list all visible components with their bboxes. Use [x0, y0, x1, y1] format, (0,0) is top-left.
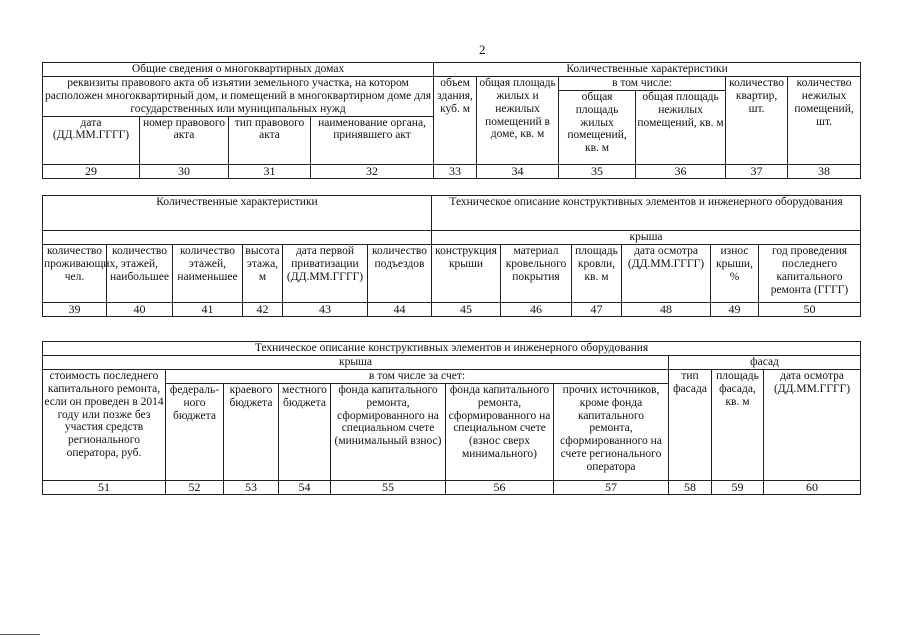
header-floors-min: количество этажей, наименьшее [173, 244, 243, 302]
header-federal: федераль-ного бюджета [166, 383, 224, 480]
column-number: 32 [311, 164, 434, 178]
column-number: 39 [43, 302, 107, 316]
header-roof: крыша [43, 356, 669, 370]
column-number: 53 [224, 480, 279, 494]
column-numbers-row [43, 164, 861, 178]
column-number: 58 [669, 480, 712, 494]
header-act-type: тип правового акта [229, 116, 311, 164]
table-roof-repair-facade [42, 341, 861, 495]
header-total-area: общая площадь жилых и нежилых помещений в доме, кв. м [477, 76, 559, 164]
column-number: 55 [331, 480, 446, 494]
column-number: 47 [572, 302, 622, 316]
header-quantitative: Количественные характеристики [43, 196, 432, 231]
header-date: дата (ДД.ММ.ГГГГ) [43, 116, 140, 164]
table-general-info [42, 62, 861, 179]
column-number: 42 [243, 302, 283, 316]
column-number: 51 [43, 480, 166, 494]
table-quantitative-roof [42, 195, 861, 317]
column-number: 31 [229, 164, 311, 178]
header-facade-area: площадь фасада, кв. м [712, 369, 764, 480]
column-number: 48 [622, 302, 711, 316]
column-number: 43 [283, 302, 368, 316]
header-volume: объем здания, куб. м [434, 76, 477, 164]
header-regional: краевого бюджета [224, 383, 279, 480]
column-number: 56 [446, 480, 554, 494]
header-facade-inspection: дата осмотра (ДД.ММ.ГГГГ) [764, 369, 861, 480]
column-number: 54 [279, 480, 331, 494]
header-technical: Техническое описание конструктивных элементов и инженерного оборудования [432, 196, 861, 231]
column-numbers-row [43, 302, 861, 316]
page-edge-mark [0, 634, 40, 635]
column-number: 41 [173, 302, 243, 316]
header-residents: количество проживающих, чел. [43, 244, 107, 302]
header-nonliving-count: количество нежилых помещений, шт. [788, 76, 861, 164]
header-roof: крыша [432, 231, 861, 245]
column-number: 38 [788, 164, 861, 178]
spacer-cell [43, 231, 432, 245]
header-roof-area: площадь кровли, кв. м [572, 244, 622, 302]
header-roof-wear: износ крыши, % [711, 244, 759, 302]
header-local: местного бюджета [279, 383, 331, 480]
column-number: 37 [726, 164, 788, 178]
header-repair-year: год проведения последнего капитального ремонта (ГГГГ) [759, 244, 861, 302]
header-number: номер правового акта [140, 116, 229, 164]
header-living-area: общая площадь жилых помещений, кв. м [559, 90, 636, 164]
header-including: в том числе: [559, 76, 726, 90]
column-number: 30 [140, 164, 229, 178]
column-number: 35 [559, 164, 636, 178]
header-repair-cost: стоимость последнего капитального ремонта, если он проведен в 2014 году или позже без участия средств регионального оператора, руб. [43, 369, 166, 480]
header-entrances: количество подъездов [368, 244, 432, 302]
header-facade-type: тип фасада [669, 369, 712, 480]
header-roof-material: материал кровельного покрытия [501, 244, 572, 302]
column-number: 40 [107, 302, 173, 316]
column-number: 57 [554, 480, 669, 494]
header-facade: фасад [669, 356, 861, 370]
header-general: Общие сведения о многоквартирных домах [43, 63, 434, 77]
header-privatization-date: дата первой приватизации (ДД.ММ.ГГГГ) [283, 244, 368, 302]
column-number: 45 [432, 302, 501, 316]
header-apartments: количество квартир, шт. [726, 76, 788, 164]
header-floors-max: количество этажей, наибольшее [107, 244, 173, 302]
column-number: 52 [166, 480, 224, 494]
column-number: 49 [711, 302, 759, 316]
header-fund-over: фонда капитального ремонта, сформированного на специальном счете (взнос сверх минимального) [446, 383, 554, 480]
header-floor-height: высота этажа, м [243, 244, 283, 302]
header-roof-construction: конструкция крыши [432, 244, 501, 302]
header-inspection-date: дата осмотра (ДД.ММ.ГГГГ) [622, 244, 711, 302]
column-number: 60 [764, 480, 861, 494]
header-other-sources: прочих источников, кроме фонда капитального ремонта, сформированного на счете регионального оператора [554, 383, 669, 480]
column-number: 34 [477, 164, 559, 178]
column-number: 46 [501, 302, 572, 316]
column-number: 59 [712, 480, 764, 494]
header-nonliving-area: общая площадь нежилых помещений, кв. м [636, 90, 726, 164]
header-requisites: реквизиты правового акта об изъятии земельного участка, на котором расположен многоквартирный дом, и помещений в многоквартирном доме для государственных или муниципальных нужд [43, 76, 434, 116]
column-number: 36 [636, 164, 726, 178]
column-number: 29 [43, 164, 140, 178]
header-quantitative: Количественные характеристики [434, 63, 861, 77]
header-technical: Техническое описание конструктивных элементов и инженерного оборудования [43, 342, 861, 356]
header-organ: наименование органа, принявшего акт [311, 116, 434, 164]
page-number: 2 [479, 42, 486, 57]
column-number: 33 [434, 164, 477, 178]
column-numbers-row [43, 480, 861, 494]
column-number: 44 [368, 302, 432, 316]
column-number: 50 [759, 302, 861, 316]
header-fund-special: фонда капитального ремонта, сформированного на специальном счете (минимальный взнос) [331, 383, 446, 480]
header-including-sources: в том числе за счет: [166, 369, 669, 383]
